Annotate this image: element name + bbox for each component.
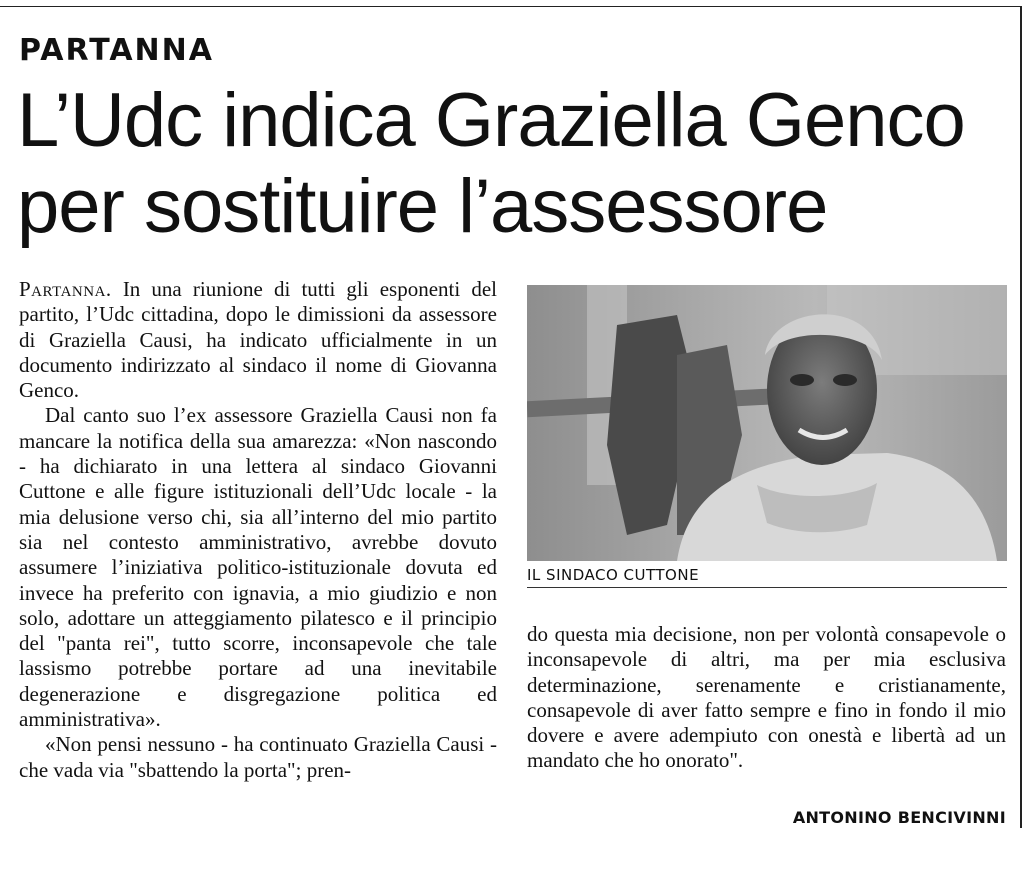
- section-kicker: PARTANNA: [19, 33, 214, 68]
- mayor-photo-image: [527, 285, 1007, 561]
- article-paragraph: [19, 277, 497, 403]
- page-border-top: [0, 6, 1021, 7]
- author-byline: ANTONINO BENCIVINNI: [792, 808, 1006, 827]
- article-paragraph: Dal canto suo l’ex assessore Graziella Causi non fa mancare la notifica della sua amarezza: «Non nascondo - ha dichiarato in una lettera al sindaco Giovanni Cuttone e alle figure istituzionali dell’Udc locale - la mia delusione verso chi, sia all’interno del mio partito sia nel contesto amministrativo, avrebbe dovuto assumere l’iniziativa politico-istituzionale dovuta ed invece ha preferito con ignavia, a mio giudizio e non solo, adottare un atteggiamento pilatesco e il principio del "panta rei", tutto scorre, inconsapevole che tale lassismo potrebbe portare ad una inevitabile degenerazione e disgregazione politica ed amministrativa».: [19, 403, 497, 732]
- article-column-1: [19, 277, 497, 783]
- photo-caption: IL SINDACO CUTTONE: [527, 566, 700, 584]
- headline-line-1: L’Udc indica Graziella Genco: [17, 78, 965, 163]
- article-paragraph: «Non pensi nessuno - ha continuato Graziella Causi - che vada via "sbattendo la porta"; pren-: [19, 732, 497, 782]
- headline: [17, 78, 1017, 250]
- article-column-2: [527, 622, 1006, 774]
- page-border-right: [1020, 6, 1022, 828]
- mayor-photo: [527, 285, 1007, 561]
- headline-line-2: per sostituire l’assessore: [17, 164, 828, 249]
- dateline: Partanna.: [19, 277, 112, 301]
- article-paragraph: do questa mia decisione, non per volontà consapevole o inconsapevole di altri, ma per mia esclusiva determinazione, serenamente e cristianamente, consapevole di aver fatto sempre e fino in fondo il mio dovere e avere adempiuto con onestà e libertà ad un mandato che ho onorato".: [527, 622, 1006, 773]
- paragraph-text: In una riunione di tutti gli esponenti del partito, l’Udc cittadina, dopo le dimissioni da assessore di Graziella Causi, ha indicato ufficialmente in un documento indirizzato al sindaco il nome di Giovanna Genco.: [19, 277, 498, 403]
- caption-divider: [527, 587, 1007, 588]
